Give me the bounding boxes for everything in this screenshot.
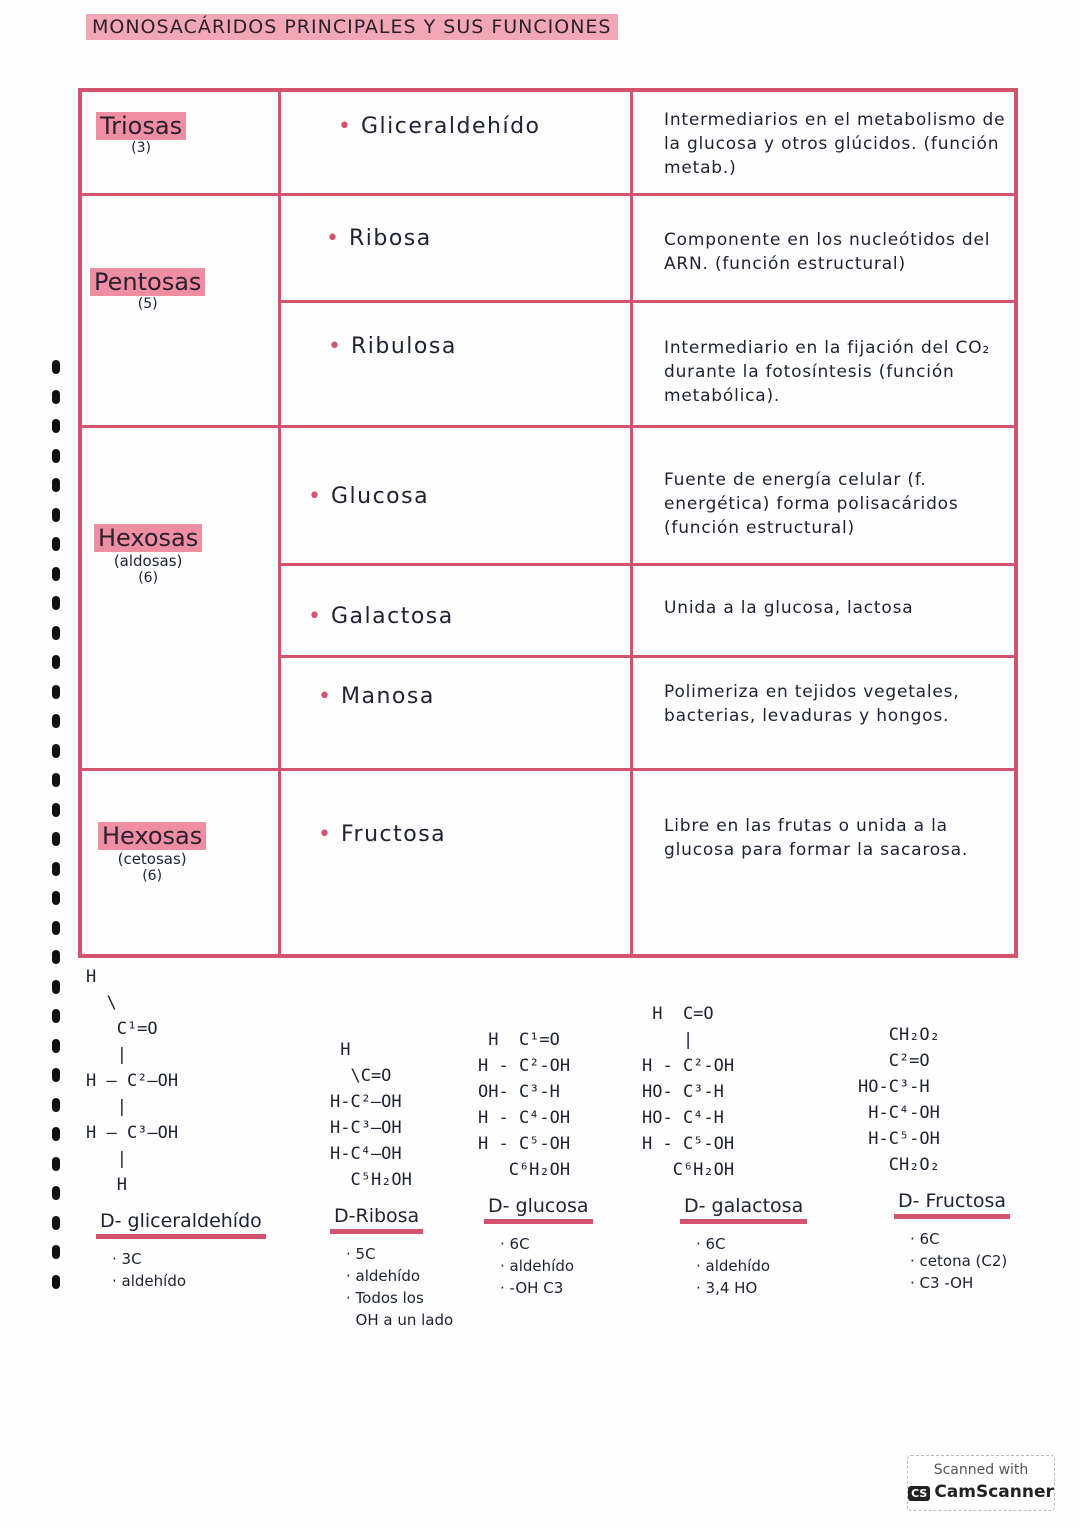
sugar-manosa: • Manosa bbox=[318, 684, 435, 709]
structure-notes: · 6C · aldehído · 3,4 HO bbox=[696, 1235, 771, 1297]
row-divider bbox=[278, 655, 1014, 658]
row-divider bbox=[278, 563, 1014, 566]
sugar-fructosa: • Fructosa bbox=[318, 822, 446, 847]
binding-hole bbox=[52, 1216, 60, 1230]
structure-notes: · 6C · cetona (C2) · C3 -OH bbox=[910, 1230, 1008, 1292]
sugar-gliceraldehido: • Gliceraldehído bbox=[338, 114, 541, 139]
structure-notes: · 3C · aldehído bbox=[112, 1250, 187, 1290]
group-count: (5) bbox=[137, 296, 158, 312]
group-pentosas bbox=[90, 268, 205, 312]
structure-name: D- gliceraldehído bbox=[96, 1210, 266, 1239]
group-count: (6) bbox=[142, 868, 163, 884]
binding-hole bbox=[52, 980, 60, 994]
function-fructosa: Libre en las frutas o unida a la glucosa para formar la sacarosa. bbox=[664, 816, 969, 860]
structure-name: D- galactosa bbox=[680, 1195, 807, 1224]
binding-hole bbox=[52, 655, 60, 669]
badge-brand-name: CamScanner bbox=[934, 1482, 1054, 1502]
structural-formula: H C¹=O H - C²-OH OH- C³-H H - C⁴-OH H - C⁵-OH C⁶H₂OH bbox=[478, 1030, 571, 1180]
function-ribosa: Componente en los nucleótidos del ARN. (función estructural) bbox=[664, 230, 991, 274]
monosaccharide-table bbox=[78, 88, 1018, 958]
binding-hole bbox=[52, 596, 60, 610]
row-divider bbox=[278, 300, 1014, 303]
binding-hole bbox=[52, 449, 60, 463]
structural-formula: H \C=O H-C²—OH H-C³—OH H-C⁴—OH C⁵H₂OH bbox=[330, 1040, 412, 1190]
binding-hole bbox=[52, 1127, 60, 1141]
binding-hole bbox=[52, 1068, 60, 1082]
group-name: Pentosas bbox=[90, 268, 205, 296]
binding-hole bbox=[52, 1039, 60, 1053]
binding-hole bbox=[52, 685, 60, 699]
group-subtitle: (aldosas) bbox=[113, 552, 183, 570]
group-hexosas-cetosas bbox=[98, 822, 206, 884]
camscanner-badge bbox=[907, 1455, 1055, 1511]
structure-notes: · 6C · aldehído · -OH C3 bbox=[500, 1235, 575, 1297]
camscanner-logo-icon: CS bbox=[908, 1486, 930, 1501]
binding-hole bbox=[52, 1157, 60, 1171]
row-divider bbox=[82, 193, 1014, 196]
function-manosa: Polimeriza en tejidos vegetales, bacterias, levaduras y hongos. bbox=[664, 682, 960, 726]
page-title: MONOSACÁRIDOS PRINCIPALES Y SUS FUNCIONES bbox=[86, 14, 618, 40]
structure-name: D-Ribosa bbox=[330, 1205, 423, 1234]
binding-hole bbox=[52, 1186, 60, 1200]
binding-hole bbox=[52, 862, 60, 876]
function-galactosa: Unida a la glucosa, lactosa bbox=[664, 598, 914, 618]
group-subtitle: (cetosas) bbox=[117, 850, 187, 868]
row-divider bbox=[82, 768, 1014, 771]
function-gliceraldehido: Intermediarios en el metabolismo de la glucosa y otros glúcidos. (función metab.) bbox=[664, 110, 1006, 178]
structural-formula: H C=O | H - C²-OH HO- C³-H HO- C⁴-H H - C⁵-OH C⁶H₂OH bbox=[642, 1004, 735, 1180]
binding-hole bbox=[52, 950, 60, 964]
binding-hole bbox=[52, 773, 60, 787]
badge-caption: Scanned with bbox=[933, 1462, 1029, 1478]
binding-hole bbox=[52, 537, 60, 551]
binding-hole bbox=[52, 803, 60, 817]
binding-hole bbox=[52, 1009, 60, 1023]
binding-hole bbox=[52, 1275, 60, 1289]
sugar-galactosa: • Galactosa bbox=[308, 604, 454, 629]
structural-formula: H \ C¹=O | H — C²—OH | H — C³—OH | H bbox=[86, 967, 179, 1195]
sugar-ribulosa: • Ribulosa bbox=[328, 334, 457, 359]
column-divider bbox=[278, 92, 281, 954]
structure-name: D- glucosa bbox=[484, 1195, 593, 1224]
binding-hole bbox=[52, 744, 60, 758]
binding-hole bbox=[52, 1098, 60, 1112]
function-glucosa: Fuente de energía celular (f. energética) forma polisacáridos (función estructural) bbox=[664, 470, 959, 538]
binding-hole bbox=[52, 508, 60, 522]
binding-hole bbox=[52, 390, 60, 404]
binding-hole bbox=[52, 567, 60, 581]
binding-hole bbox=[52, 891, 60, 905]
group-count: (6) bbox=[138, 570, 159, 586]
sugar-ribosa: • Ribosa bbox=[326, 226, 432, 251]
binding-hole bbox=[52, 1245, 60, 1259]
function-ribulosa: Intermediario en la fijación del CO₂ durante la fotosíntesis (función metabólica). bbox=[664, 338, 990, 406]
structure-notes: · 5C · aldehído · Todos los OH a un lado bbox=[346, 1245, 454, 1329]
group-name: Hexosas bbox=[98, 822, 206, 850]
structure-name: D- Fructosa bbox=[894, 1190, 1010, 1219]
structural-formula: CH₂O₂ C²=O HO-C³-H H-C⁴-OH H-C⁵-OH CH₂O₂ bbox=[858, 1025, 940, 1175]
row-divider bbox=[82, 425, 1014, 428]
binding-hole bbox=[52, 478, 60, 492]
group-triosas bbox=[96, 112, 186, 156]
binding-hole bbox=[52, 360, 60, 374]
group-name: Triosas bbox=[96, 112, 186, 140]
binding-hole bbox=[52, 921, 60, 935]
binding-hole bbox=[52, 714, 60, 728]
group-count: (3) bbox=[131, 140, 151, 156]
group-name: Hexosas bbox=[94, 524, 202, 552]
binding-hole bbox=[52, 626, 60, 640]
sugar-glucosa: • Glucosa bbox=[308, 484, 429, 509]
group-hexosas-aldosas bbox=[94, 524, 202, 586]
binding-hole bbox=[52, 832, 60, 846]
binding-hole bbox=[52, 419, 60, 433]
badge-brand bbox=[908, 1482, 1054, 1502]
column-divider bbox=[630, 92, 633, 954]
